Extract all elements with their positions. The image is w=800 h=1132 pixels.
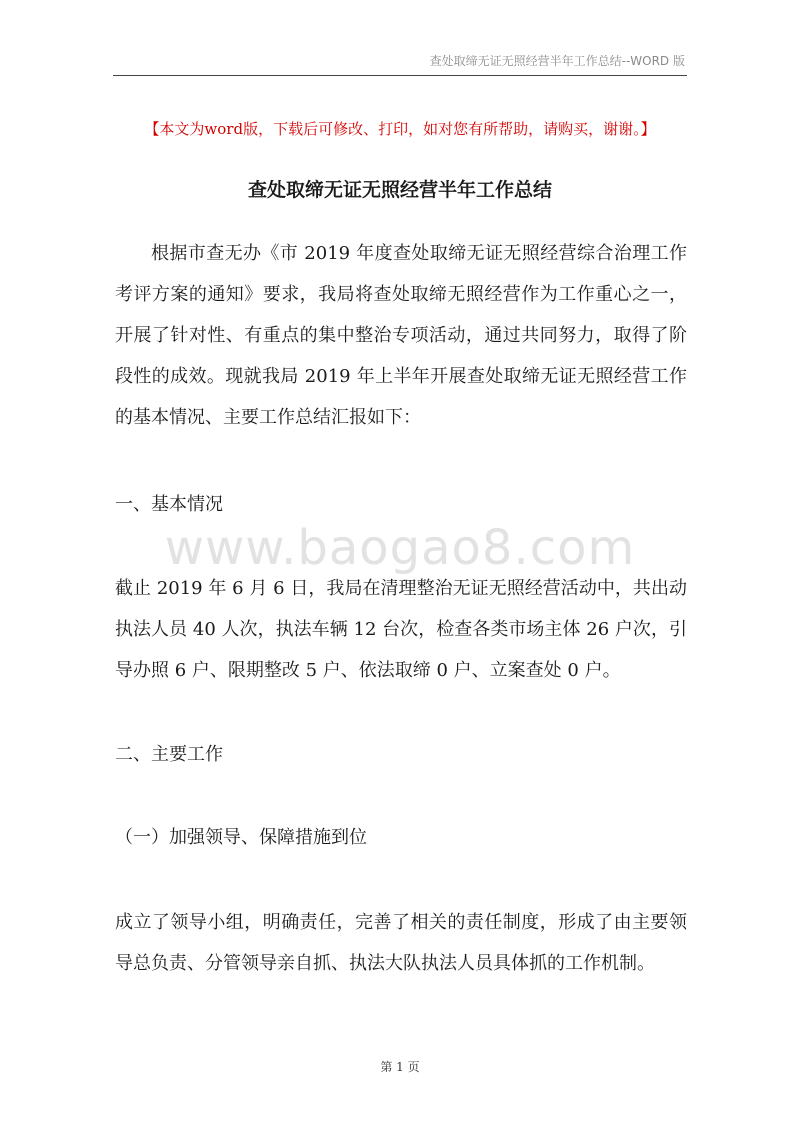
section-heading-basic-situation: 一、基本情况 xyxy=(115,494,223,515)
watermark: www.baogao8.com xyxy=(164,520,636,576)
subsection-heading-leadership: （一）加强领导、保障措施到位 xyxy=(115,827,367,848)
running-header: 查处取缔无证无照经营半年工作总结--WORD 版 xyxy=(429,54,685,68)
intro-paragraph: 根据市查无办《市 2019 年度查处取缔无证无照经营综合治理工作考评方案的通知》要求，我局将查处取缔无照经营作为工作重心之一，开展了针对性、有重点的集中整治专项活动，通过共同努力，取得了阶段性的成效。现就我局 2019 年上半年开展查处取缔无证无照经营工作的基本情况、主要工作总结汇报如下： xyxy=(115,243,687,428)
basic-situation-paragraph: 截止 2019 年 6 月 6 日，我局在清理整治无证无照经营活动中，共出动执法人员 40 人次，执法车辆 12 台次，检查各类市场主体 26 户次，引导办照 6 户、限期整改 5 户、依法取缔 0 户、立案查处 0 户。 xyxy=(115,578,687,681)
page-number: 第 1 页 xyxy=(380,1060,420,1074)
document-title: 查处取缔无证无照经营半年工作总结 xyxy=(247,179,552,201)
section-heading-main-work: 二、主要工作 xyxy=(115,744,223,765)
leadership-paragraph: 成立了领导小组，明确责任，完善了相关的责任制度，形成了由主要领导总负责、分管领导亲自抓、执法大队执法人员具体抓的工作机制。 xyxy=(115,912,687,974)
download-notice: 【本文为word版，下载后可修改、打印，如对您有所帮助，请购买，谢谢。】 xyxy=(144,120,656,138)
header-divider xyxy=(113,75,687,76)
